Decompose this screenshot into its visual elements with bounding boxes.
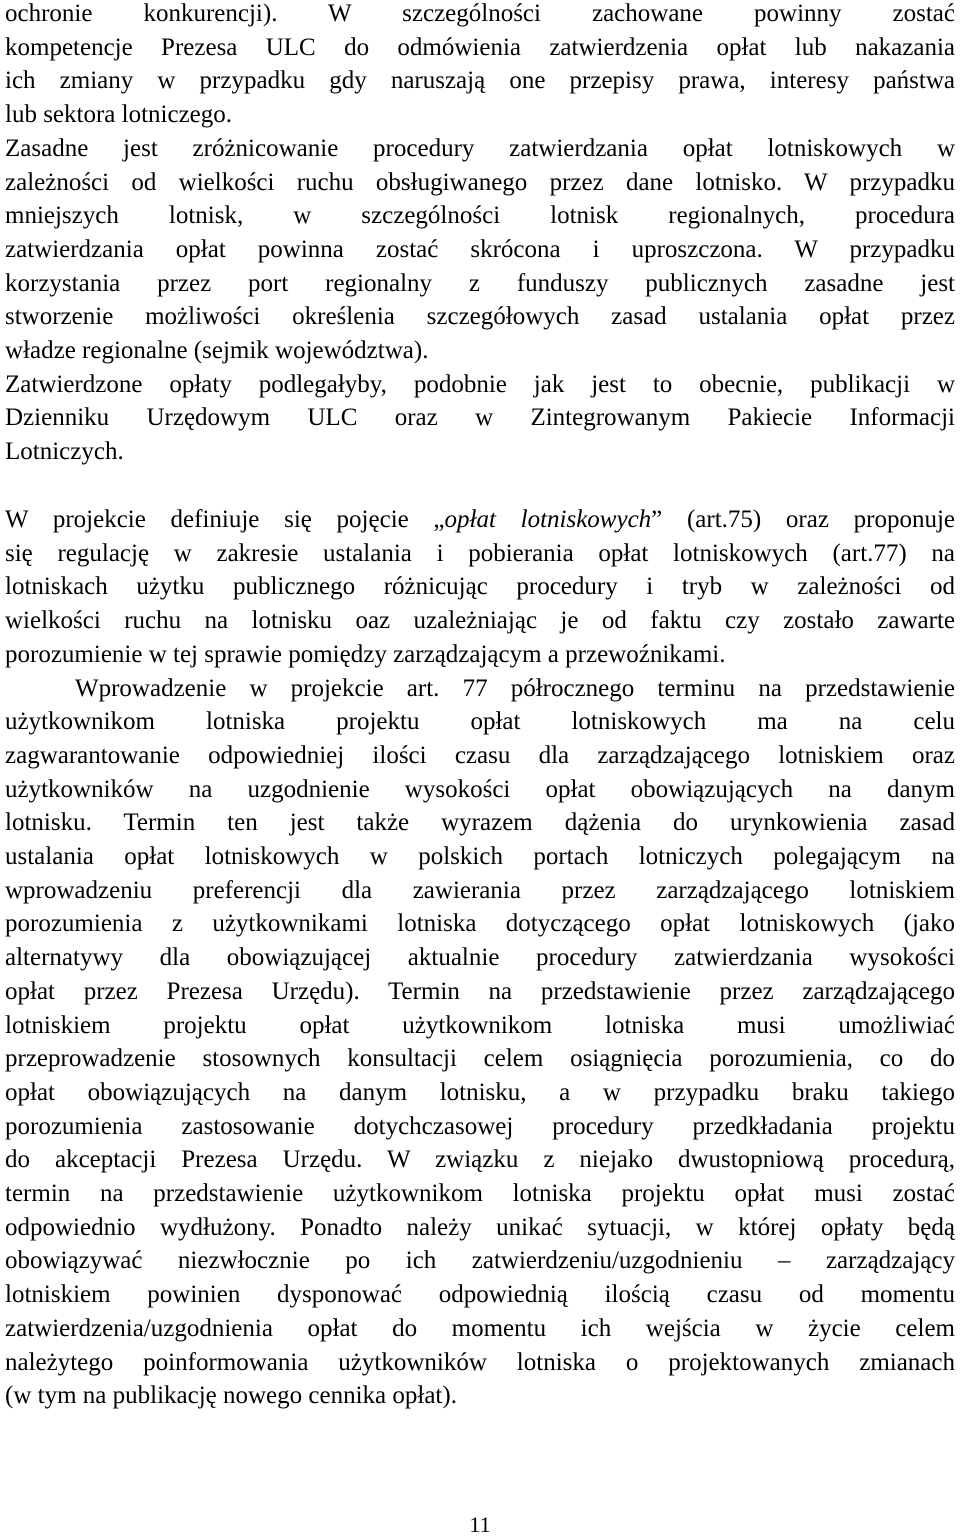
paragraph-group-2 xyxy=(5,503,955,1413)
text-line: ich zmiany w przypadku gdy naruszają one przepisy prawa, interesy państwa xyxy=(5,67,955,95)
text-line: odpowiednio wydłużony. Ponadto należy unikać sytuacji, w której opłaty będą xyxy=(5,1213,955,1241)
text-line: lotniskiem projektu opłat użytkownikom lotniska musi umożliwiać xyxy=(5,1011,955,1039)
text-line: (w tym na publikację nowego cennika opłat). xyxy=(5,1382,457,1410)
text-line-with-emphasis xyxy=(5,503,955,537)
text-line: lub sektora lotniczego. xyxy=(5,101,233,129)
text-line: użytkownikom lotniska projektu opłat lotniskowych ma na celu xyxy=(5,708,955,736)
text-line: lotniskach użytku publicznego różnicując procedury i tryb w zależności od xyxy=(5,573,955,601)
text-line: wprowadzeniu preferencji dla zawierania przez zarządzającego lotniskiem xyxy=(5,876,955,904)
text-line: należytego poinformowania użytkowników lotniska o projektowanych zmianach xyxy=(5,1348,955,1376)
text-run: W projekcie definiuje się pojęcie „ xyxy=(5,506,445,533)
text-line: Zatwierdzone opłaty podlegałyby, podobnie jak jest to obecnie, publikacji w xyxy=(5,370,955,398)
text-line: władze regionalne (sejmik województwa). xyxy=(5,337,429,365)
text-line: Lotniczych. xyxy=(5,438,124,466)
text-line: użytkowników na uzgodnienie wysokości opłat obowiązujących na danym xyxy=(5,775,955,803)
text-line: zależności od wielkości ruchu obsługiwanego przez dane lotnisko. W przypadku xyxy=(5,168,955,196)
text-line: do akceptacji Prezesa Urzędu. W związku z niejako dwustopniową procedurą, xyxy=(5,1146,955,1174)
text-line: stworzenie możliwości określenia szczegółowych zasad ustalania opłat przez xyxy=(5,303,955,331)
text-line: porozumienia zastosowanie dotychczasowej procedury przedkładania projektu xyxy=(5,1112,955,1140)
text-line: zagwarantowanie odpowiedniej ilości czasu dla zarządzającego lotniskiem oraz xyxy=(5,741,955,769)
text-line: mniejszych lotnisk, w szczególności lotnisk regionalnych, procedura xyxy=(5,202,955,230)
text-line: kompetencje Prezesa ULC do odmówienia zatwierdzenia opłat lub nakazania xyxy=(5,33,955,61)
text-line: zatwierdzenia/uzgodnienia opłat do momentu ich wejścia w życie celem xyxy=(5,1314,955,1342)
text-line: ochronie konkurencji). W szczególności zachowane powinny zostać xyxy=(5,0,955,27)
text-line: wielkości ruchu na lotnisku oaz uzależniając je od faktu czy zostało zawarte xyxy=(5,607,955,635)
text-line: alternatywy dla obowiązującej aktualnie procedury zatwierdzania wysokości xyxy=(5,944,955,972)
text-line: lotnisku. Termin ten jest także wyrazem dążenia do urynkowienia zasad xyxy=(5,809,955,837)
text-line: Wprowadzenie w projekcie art. 77 półrocznego terminu na przedstawienie xyxy=(75,674,955,702)
page-number: 11 xyxy=(469,1512,491,1537)
text-line: obowiązywać niezwłocznie po ich zatwierdzeniu/uzgodnieniu – zarządzający xyxy=(5,1247,955,1275)
text-line: Dzienniku Urzędowym ULC oraz w Zintegrowanym Pakiecie Informacji xyxy=(5,404,955,432)
text-line: lotniskiem powinien dysponować odpowiednią ilością czasu od momentu xyxy=(5,1281,955,1309)
text-line: się regulację w zakresie ustalania i pobierania opłat lotniskowych (art.77) na xyxy=(5,539,955,567)
text-run: ” (art.75) oraz proponuje xyxy=(651,506,956,533)
text-line: porozumienie w tej sprawie pomiędzy zarządzającym a przewoźnikami. xyxy=(5,640,726,668)
paragraph-group-1 xyxy=(5,0,955,469)
emphasized-term: opłat lotniskowych xyxy=(444,506,652,533)
text-line: korzystania przez port regionalny z funduszy publicznych zasadne jest xyxy=(5,269,955,297)
document-page xyxy=(5,0,955,1537)
text-line: zatwierdzania opłat powinna zostać skrócona i uproszczona. W przypadku xyxy=(5,235,955,263)
text-line: przeprowadzenie stosownych konsultacji celem osiągnięcia porozumienia, co do xyxy=(5,1045,955,1073)
text-line: termin na przedstawienie użytkownikom lotniska projektu opłat musi zostać xyxy=(5,1180,955,1208)
text-line: opłat obowiązujących na danym lotnisku, a w przypadku braku takiego xyxy=(5,1078,955,1106)
text-line: porozumienia z użytkownikami lotniska dotyczącego opłat lotniskowych (jako xyxy=(5,910,955,938)
text-line: ustalania opłat lotniskowych w polskich portach lotniczych polegającym na xyxy=(5,843,955,871)
text-line: opłat przez Prezesa Urzędu). Termin na przedstawienie przez zarządzającego xyxy=(5,977,955,1005)
text-line: Zasadne jest zróżnicowanie procedury zatwierdzania opłat lotniskowych w xyxy=(5,134,955,162)
